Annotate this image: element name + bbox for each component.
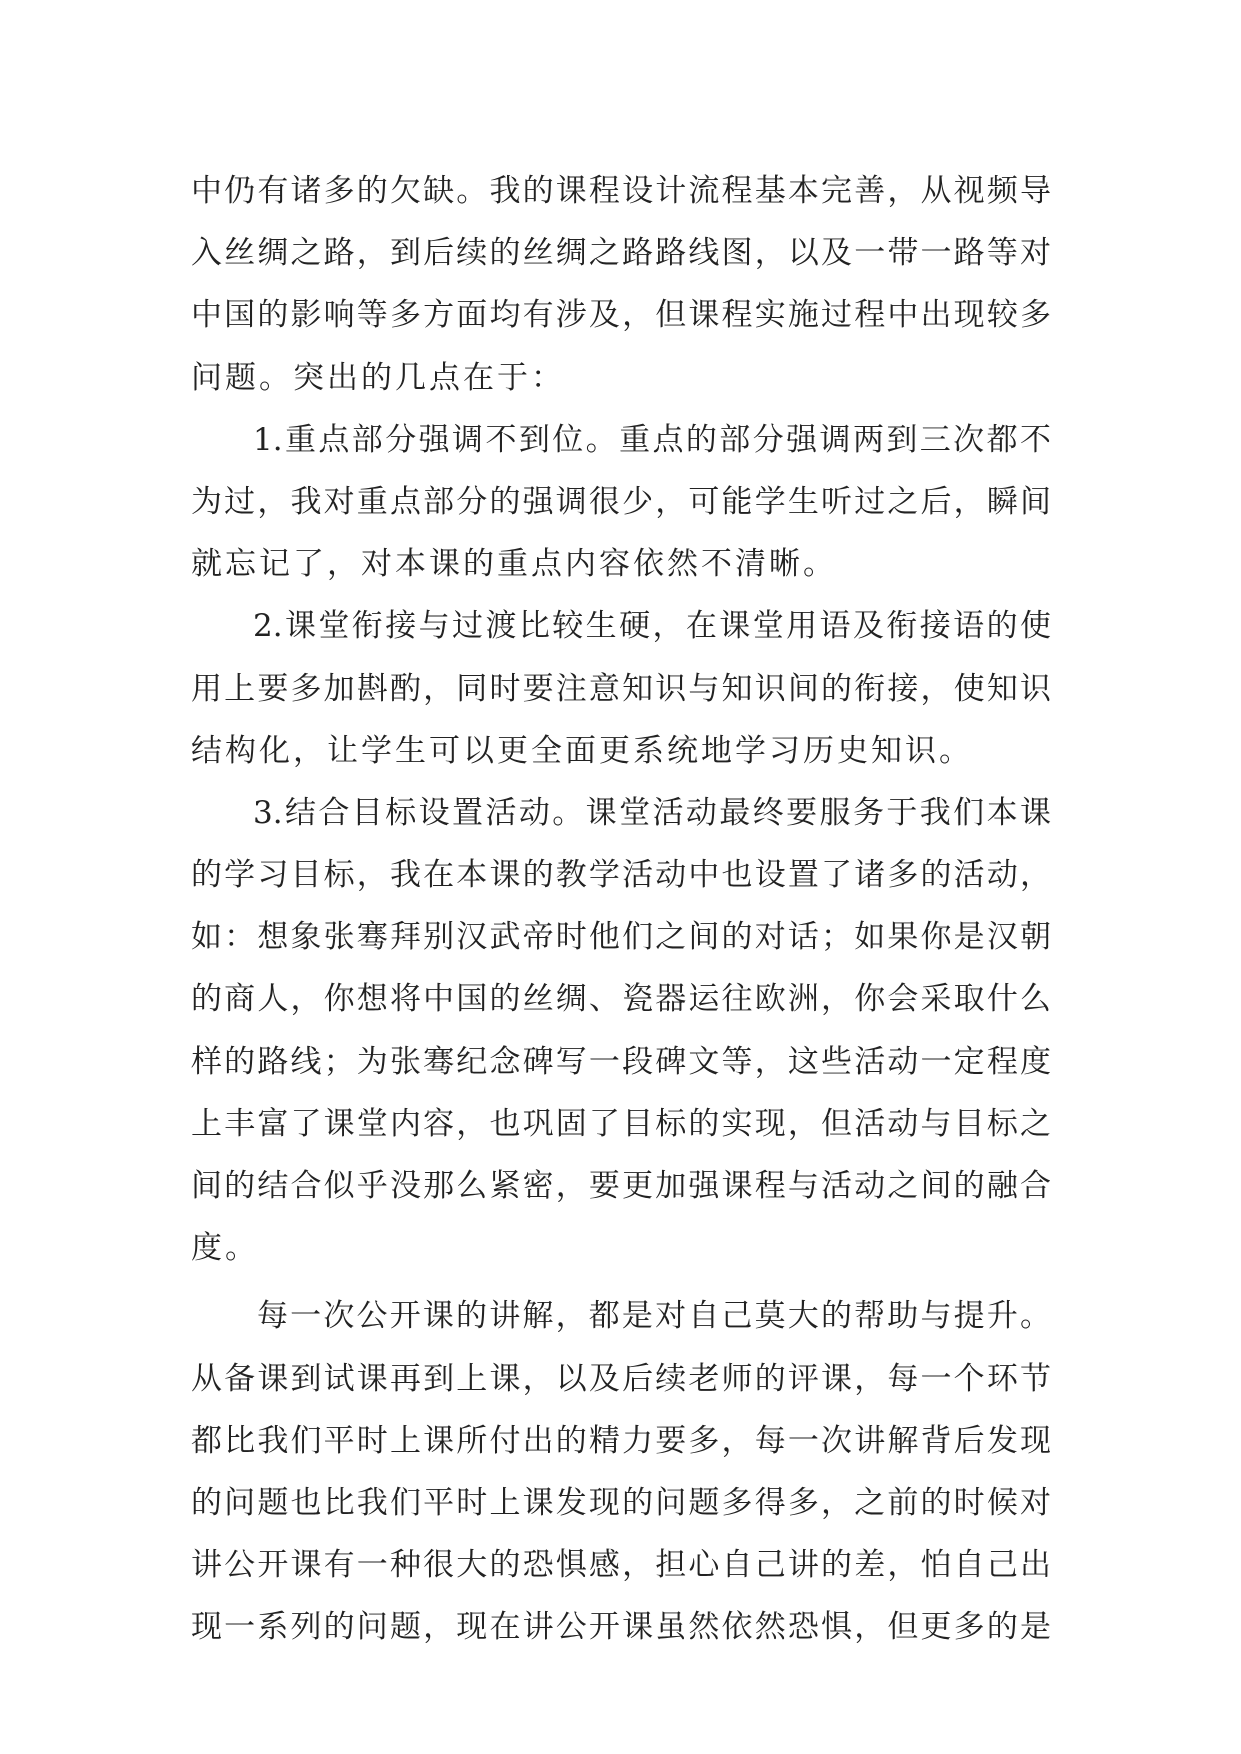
text-line: 如：想象张骞拜别汉武帝时他们之间的对话；如果你是汉朝 — [191, 919, 1051, 956]
paragraph-start-line: 每一次公开课的讲解，都是对自己莫大的帮助与提升。 — [257, 1298, 1051, 1335]
text-line: 的学习目标，我在本课的教学活动中也设置了诸多的活动， — [191, 857, 1051, 894]
text-line: 的问题也比我们平时上课发现的问题多得多，之前的时候对 — [191, 1484, 1051, 1521]
text-line: 中仍有诸多的欠缺。我的课程设计流程基本完善，从视频导 — [191, 173, 1051, 209]
document-body — [191, 160, 1051, 1659]
list-item-1-line: 1.重点部分强调不到位。重点的部分强调两到三次都不 — [253, 421, 1051, 458]
text-line: 度。 — [191, 1230, 259, 1267]
text-line: 结构化，让学生可以更全面更系统地学习历史知识。 — [191, 732, 973, 769]
text-line: 的商人，你想将中国的丝绸、瓷器运往欧洲，你会采取什么 — [191, 981, 1051, 1018]
text-line: 从备课到试课再到上课，以及后续老师的评课，每一个环节 — [191, 1360, 1051, 1397]
text-line: 样的路线；为张骞纪念碑写一段碑文等，这些活动一定程度 — [191, 1043, 1051, 1080]
text-line: 上丰富了课堂内容，也巩固了目标的实现，但活动与目标之 — [191, 1105, 1051, 1142]
text-line: 都比我们平时上课所付出的精力要多，每一次讲解背后发现 — [191, 1422, 1051, 1459]
text-line: 入丝绸之路，到后续的丝绸之路路线图，以及一带一路等对 — [191, 235, 1051, 272]
text-line: 中国的影响等多方面均有涉及，但课程实施过程中出现较多 — [191, 297, 1051, 334]
text-line: 间的结合似乎没那么紧密，要更加强课程与活动之间的融合 — [191, 1168, 1051, 1204]
text-line: 现一系列的问题，现在讲公开课虽然依然恐惧，但更多的是 — [191, 1609, 1051, 1646]
text-line: 讲公开课有一种很大的恐惧感，担心自己讲的差，怕自己出 — [191, 1547, 1051, 1584]
text-line: 用上要多加斟酌，同时要注意知识与知识间的衔接，使知识 — [191, 670, 1051, 707]
text-line: 为过，我对重点部分的强调很少，可能学生听过之后，瞬间 — [191, 483, 1051, 520]
text-line: 就忘记了，对本课的重点内容依然不清晰。 — [191, 546, 837, 583]
list-item-2-line: 2.课堂衔接与过渡比较生硬，在课堂用语及衔接语的使 — [253, 608, 1051, 645]
text-line: 问题。突出的几点在于： — [191, 359, 565, 396]
list-item-3-line: 3.结合目标设置活动。课堂活动最终要服务于我们本课 — [253, 794, 1051, 831]
